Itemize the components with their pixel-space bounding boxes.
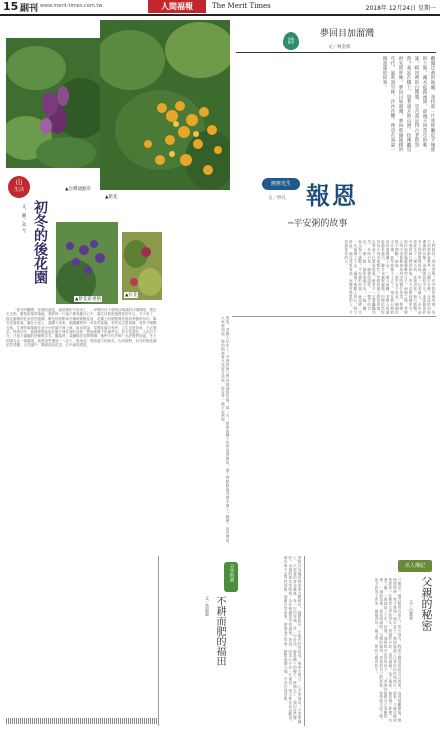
poem-badge-label: 詩: [287, 37, 295, 45]
farming-badge-label: 分享時刻: [229, 564, 234, 582]
father-badge: [398, 560, 432, 572]
gratitude-badge: [262, 178, 300, 190]
poem-byline: 文／林金郎: [328, 45, 351, 50]
poem-body: 翻閱泛黃的地圖，尋找那一片曾經屬於平埔族的土地。溪水依舊流淌，卻流不回當年的歌謠。稻田裡的白鷺鷥，是否還記得古老的祭典？我站在橋上，望著遠方的山巒，彷彿聽見祖先的呼喚。夢回目加溜灣，夢回那個純樸的年代。風吹過竹林，沙沙作響，像是在訴說一個遙遠的故事。: [382, 56, 435, 152]
gratitude-title: 報恩: [306, 181, 358, 210]
father-byline: 文／呂慧蓉: [409, 600, 414, 620]
caption-taiwan-toad-lily: ▲台灣油點草: [65, 187, 91, 192]
gratitude-body-continued: 後來，老婦人往生了，寺裡的師父們為她誦經祈福。那一天，熬粥的鍋子依然冒著熱氣，義工們默默地為她多盛了一碗粥，放在佛前。大家都知道，她的精神會永遠留在這裡，留在每一碗平安粥裡。: [221, 316, 230, 547]
photo-red-flower: [122, 232, 162, 300]
gratitude-subtitle: ─平安粥的故事: [288, 219, 348, 229]
ageratum-illustration: [56, 222, 118, 304]
series-badge: [8, 176, 30, 198]
section-name: 副刊: [20, 4, 39, 14]
caption-purple-flower: ▲紫花: [105, 195, 118, 200]
father-body: 父親是一個沉默寡言的人，從小到大，我很少聽他說起自己的事。直到他離開後，整理遺物時，我才發現一個木盒子，裡面裝滿了泛黃的信件與照片。原來，父親年輕時曾經是一位熱愛文學的青年，寫過許多詩，也投過稿。為了養家，他放棄了夢想，走進工廠，一做就是三十年。信裡，他寫給未出世的孩子：「希望你能做自己喜歡的事。」讀到這裡，我淚流滿面。父親的秘密，是他把自己的夢想，悄悄地交給了我。如今我成了作家，總覺得每一篇文章，都有父親的影子。: [375, 578, 402, 723]
column-divider: [158, 556, 159, 726]
red-flower-illustration: [122, 232, 162, 300]
footer-stripe: [6, 718, 158, 724]
poem-divider: [236, 52, 436, 53]
father-title: 父親的秘密: [420, 576, 433, 631]
farming-body: 曾經以為種田就是要辛勤耕作、施肥除草，才能有好的收成。後來才明白，心中的福田，不需要翻土，只需要用善念灌溉。每一次的布施，每一句好話，都是撒下的種子。時間久了，福田自然豐收。身邊的朋友常問我，為什麼總是笑容滿面？我說，因為心中有一片福田，每天都在長出歡喜。做好事不必等待回報，福報自然會來。就像春天的雨，默默滋潤大地，不求任何回報。: [284, 556, 302, 724]
photo-purple-flower: [6, 38, 104, 168]
caption-red-flower: ▲紅花: [125, 293, 138, 298]
series-badge-top: 山: [15, 178, 23, 186]
paper-name-english: The Merit Times: [212, 2, 271, 10]
father-divider: [304, 556, 305, 726]
issue-date: 2018年 12月24日 星期一: [365, 5, 436, 12]
photo-orange-flowers: [100, 20, 230, 190]
garden-body-text: 「寒冬的觸聲，是我的盛宴，滿是樹的不捨這了。」年輕的孩子望明以喝我的口嘴問吧，想去走走吧，樹枝的果實落地，我將每一片葉子都收藏在心中，讓它伴我度過漫長的冬日。冬天來了，後花園裡的花朵依然盛開，紫色的油點草在牆角默默綻放，花瓣上的斑點像是寫給季節的詩句。陽光穿過枝葉，灑在小徑上，我蹲下身來，細細觀察每一朵花的姿態。有些花已經凋謝，有些才剛剛含苞，生命的循環就在這小小的園子裡上演。祖母曾說，花開花落自有時，人生也是如此，不必強求。每到初冬，我總會想起她在園子裡忙碌的身影，想起她種下的那些花。如今花還在，人卻已不在，只留下滿園的回憶與芬芳。觀賞時，黃蝴蝶在花間飛舞，牠們不怕冷嗎？也許牠們知道，冬天的陽光也一樣溫暖。我將這些畫面一一記下，寫成詩，寄給遠方的朋友，告訴他們，初冬的後花園依然美麗。走在園中，聞著淡淡花香，心中滿是感恩。: [6, 308, 157, 348]
page-number: 15: [3, 0, 19, 13]
farming-byline: 文／黃淑惠: [205, 596, 210, 616]
gratitude-byline: 文／妙凡: [268, 196, 286, 201]
garden-article-byline: 文．圖／朵 兮: [21, 204, 26, 233]
gratitude-divider: [232, 316, 436, 317]
gratitude-badge-label: 塵塵光生: [270, 181, 291, 187]
photo-purple-ageratum: [56, 222, 118, 304]
paper-logo: 人間福報: [148, 0, 206, 13]
purple-flower-illustration: [6, 38, 104, 168]
gratitude-body: 人們相信，善有善報。在寺院的廚房裡，每天清晨都會熬煮一大鍋平安粥，分送給前來禮佛的信眾。這碗粥看似平凡，卻承載著許多人的感恩與祝福。有一位老婦人，多年前曾經生了一場大病，家境清寒，無力就醫。寺裡的師父們得知後，每天送粥到她家中，陪伴她度過最艱難的日子。病癒之後，老婦人每天清晨都會來到寺院幫忙洗菜、熬粥，從不間斷。她說：「當年若不是這一碗碗的平安粥，我早就撐不下去了。現在我只想把這份溫暖傳下去。」歲月流轉，老婦人的頭髮越來越白，腳步也越來越慢，但她依然堅持每天到寺裡幫忙。年輕的義工們看著她，也學會了什麼是報恩。報恩不一定要轟轟烈烈，有時只是一碗粥的溫度，一雙手的付出。一粥一飯，當思來處不易；一絲一縷，恆念物力維艱。平安粥的故事，就這樣一代一代地傳了下去，溫暖了無數人的心。師父常說，施比受更有福，而懂得感恩的人，才是最富有的人。: [344, 240, 436, 315]
farming-title: 不耕而肥的福田: [214, 596, 225, 666]
garden-article-title: 初冬的後花園: [32, 200, 48, 284]
website-url[interactable]: www.merit-times.com.tw: [40, 3, 103, 9]
garden-article-body: [6, 308, 158, 714]
father-badge-label: 名人傳記: [404, 563, 425, 569]
caption-ageratum: ▲紫花霍香薊: [75, 297, 101, 302]
series-badge-bottom: 生活: [13, 187, 24, 193]
orange-flowers-illustration: [100, 20, 230, 190]
page-header: [0, 0, 440, 16]
farming-badge: [224, 562, 238, 592]
poem-badge: [283, 32, 299, 50]
poem-title: 夢回目加溜灣: [320, 29, 375, 39]
